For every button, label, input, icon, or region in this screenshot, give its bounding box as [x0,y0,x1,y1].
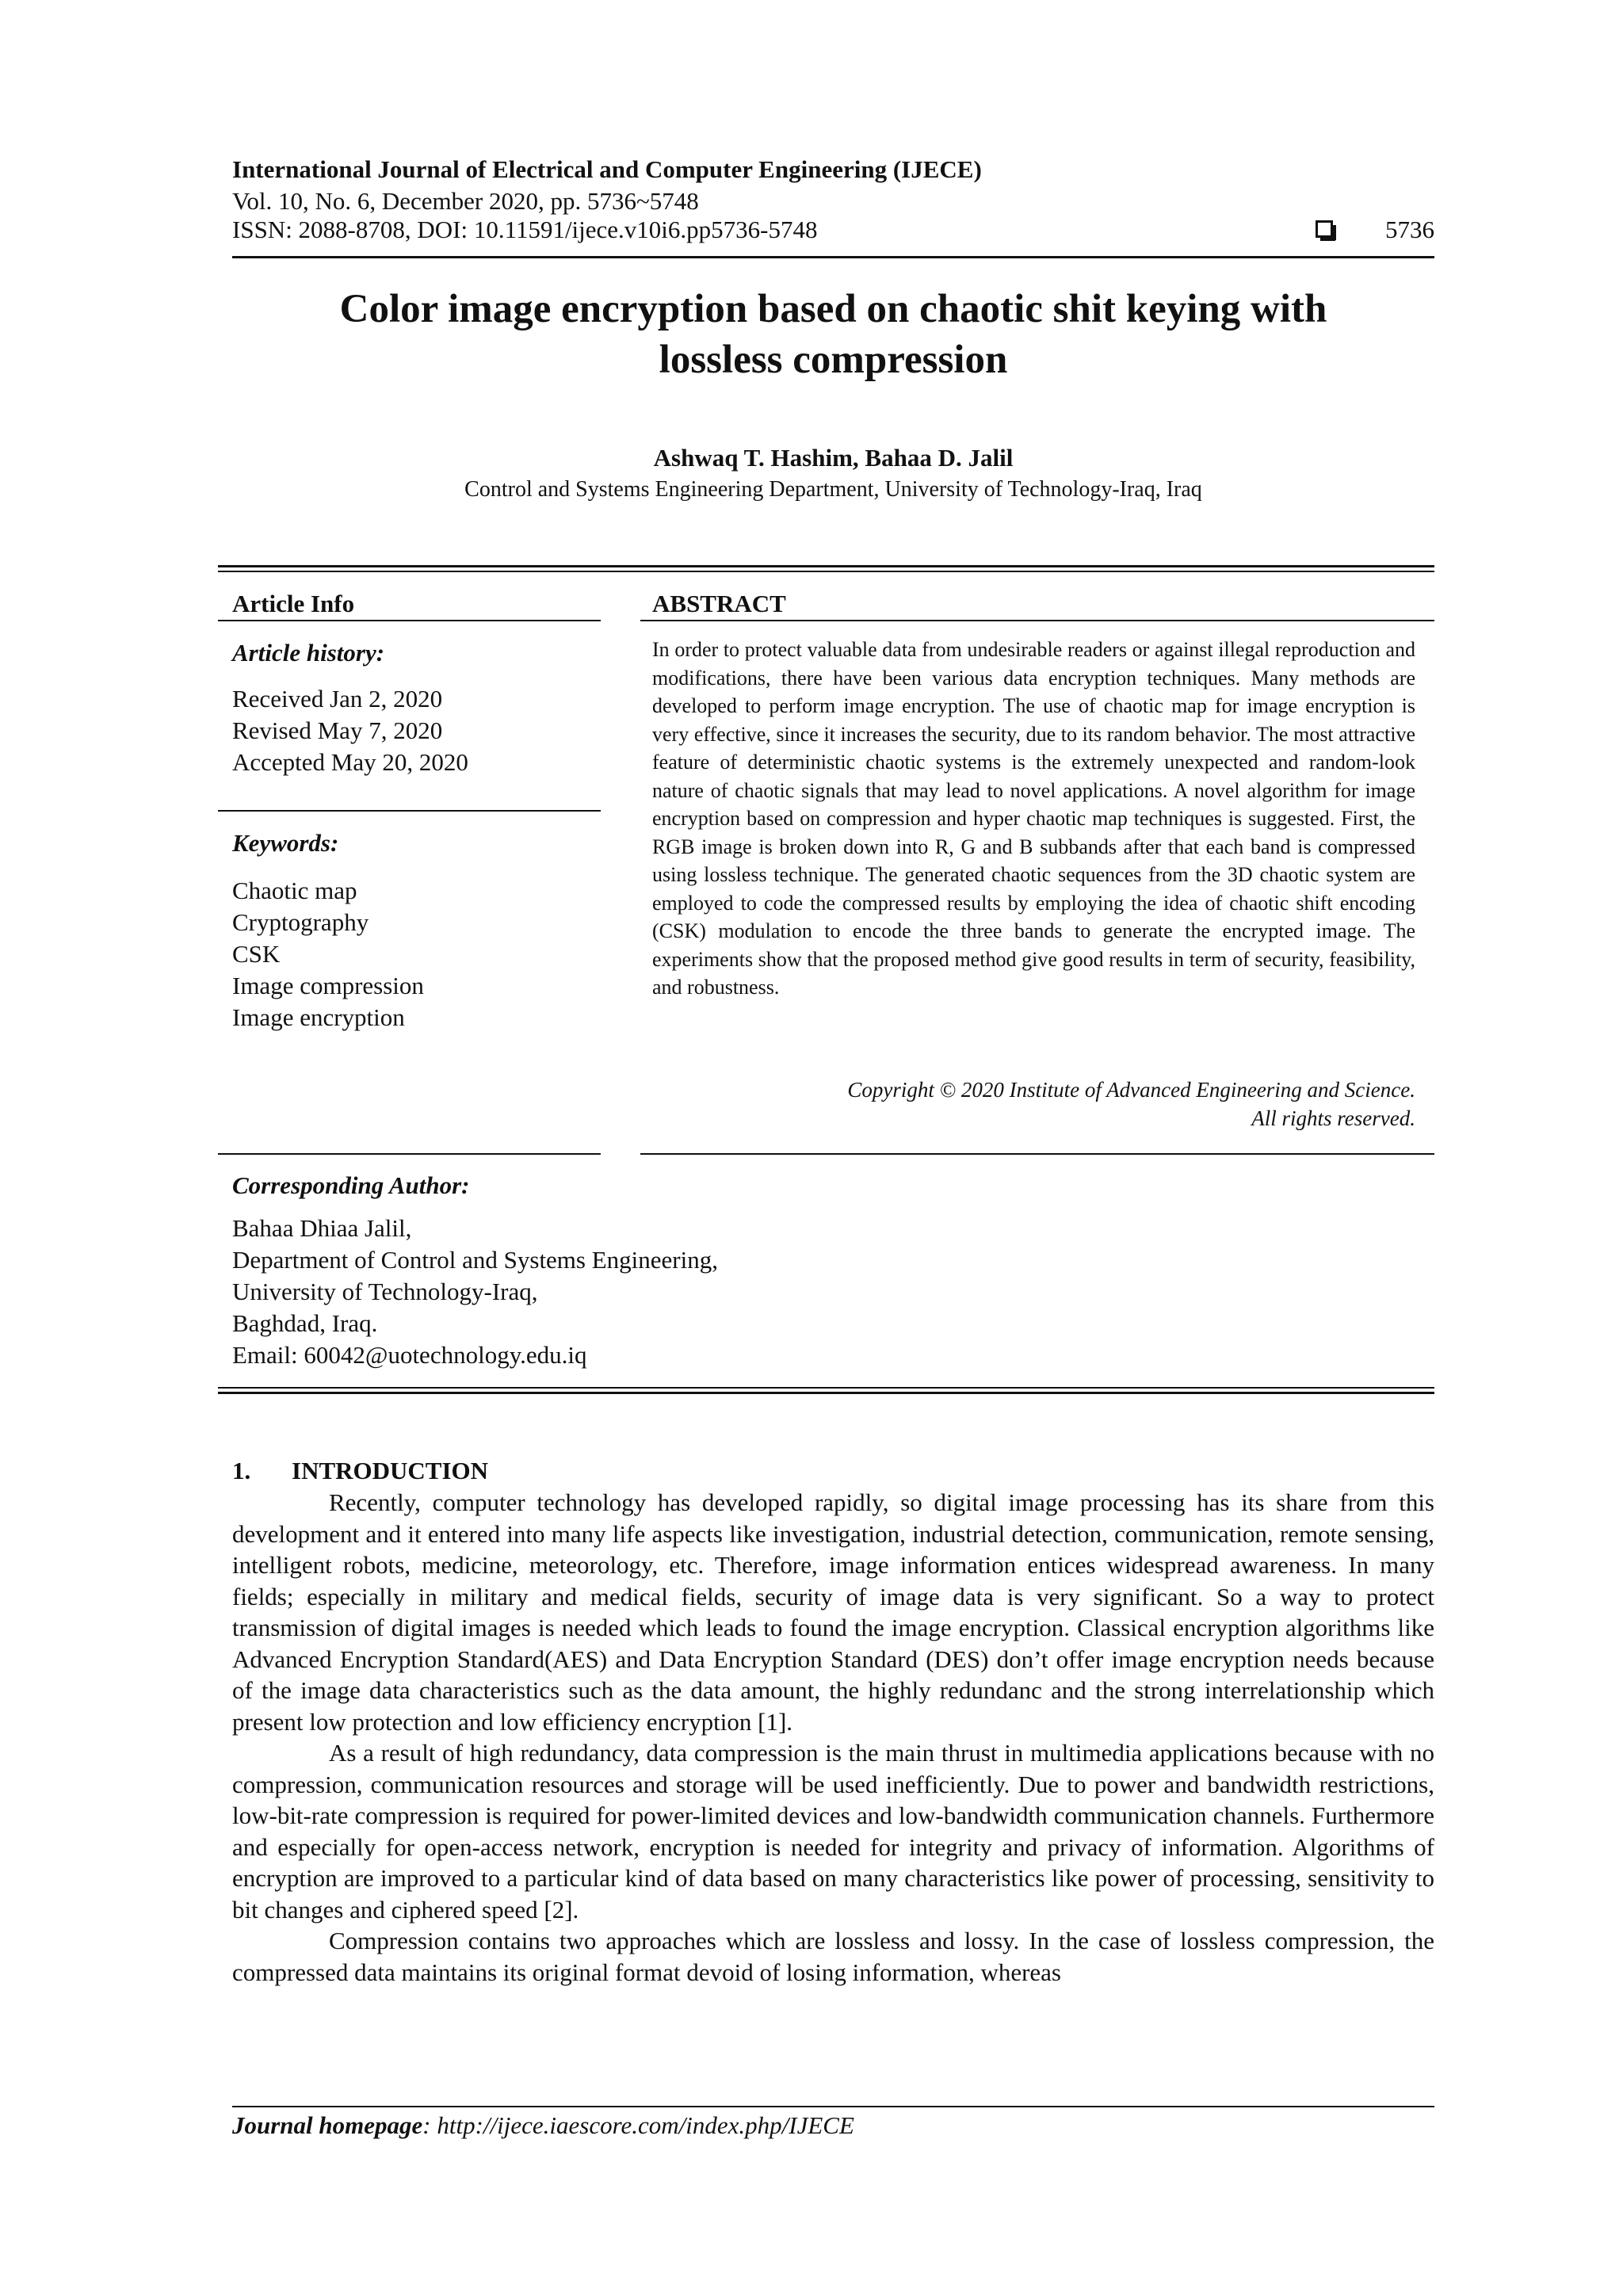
keyword-item: Image encryption [232,1003,405,1031]
abstract-text: In order to protect valuable data from undesirable readers or against illegal reproduction and modifications, there have been various data encryption techniques. Many methods are developed to perform image encryption. The use of chaotic map for image encryption is very effective, since it increases the security, due to its random behavior. The most attractive feature of deterministic chaotic systems is the extremely unexpected and random-look nature of chaotic signals that may lead to novel applications. A novel algorithm for image encryption based on compression and hyper chaotic map techniques is suggested. First, the RGB image is broken down into R, G and B subbands after that each band is compressed using lossless technique. The generated chaotic sequences from the 3D chaotic system are employed to code the compressed results by employing the idea of chaotic shift encoding (CSK) modulation to encode the three bands to generate the encrypted image. The experiments show that the proposed method give good results in term of security, feasibility, and robustness. [652,638,1415,999]
authors: Ashwaq T. Hashim, Bahaa D. Jalil [653,444,1014,472]
abstract-bottom-rule [640,1153,1434,1155]
copyright [652,1075,1415,1133]
corresponding-author-heading: Corresponding Author: [232,1171,470,1199]
abstract-heading: ABSTRACT [652,590,786,617]
info-bottom-rule [218,1387,1434,1389]
info-top-rule [218,565,1434,567]
page-number: 5736 [1385,216,1434,243]
paragraph: Recently, computer technology has developed rapidly, so digital image processing has its share from this development and it entered into many life aspects like investigation, industrial detection, communication, remote sensing, intelligent robots, medicine, meteorology, etc. Therefore, image information entices widespread awareness. In many fields; especially in military and medical fields, security of image data is very significant. So a way to protect transmission of digital images is needed which leads to found the image encryption. Classical encryption algorithms like Advanced Encryption Standard(AES) and Data Encryption Standard (DES) don’t offer image encryption needs because of the image data characteristics such as the data amount, the highly redundanc and the strong interrelationship which present low protection and low efficiency encryption [1]. [232,1488,1434,1736]
title-line-1: Color image encryption based on chaotic shit keying with [339,287,1327,331]
paper-title [232,284,1434,385]
footer-rule [232,2106,1434,2107]
abstract-rule [640,620,1434,621]
keyword-item: Cryptography [232,908,369,936]
corresponding-city: Baghdad, Iraq. [232,1309,378,1337]
footer-label: Journal homepage [232,2111,423,2139]
corresponding-author-details [232,1213,718,1371]
header-rule [232,256,1434,258]
copyright-line-1: Copyright © 2020 Institute of Advanced Engineering and Science. [847,1078,1415,1102]
article-info-heading: Article Info [232,590,355,617]
copyright-line-2: All rights reserved. [1251,1106,1415,1130]
keywords-heading: Keywords: [232,829,339,857]
section-title: INTRODUCTION [292,1457,489,1484]
keyword-item: CSK [232,940,281,968]
history-accepted: Accepted May 20, 2020 [232,748,468,776]
introduction-body [232,1487,1434,1988]
journal-issn-doi: ISSN: 2088-8708, DOI: 10.11591/ijece.v10i6.pp5736-5748 [232,216,818,243]
introduction-heading [232,1457,488,1485]
keyword-item: Chaotic map [232,877,357,904]
corresponding-department: Department of Control and Systems Engineering, [232,1246,718,1274]
title-line-2: lossless compression [659,338,1008,382]
article-history-heading: Article history: [232,639,385,667]
info-top-rule-2 [218,571,1434,572]
history-revised: Revised May 7, 2020 [232,716,443,744]
paragraph: As a result of high redundancy, data compression is the main thrust in multimedia applications because with no compression, communication resources and storage will be used inefficiently. Due to power and bandwidth restrictions, low-bit-rate compression is required for power-limited devices and low-bandwidth communication channels. Furthermore and especially for open-access network, encryption is needed for integrity and privacy of information. Algorithms of encryption are improved to a particular kind of data based on many characteristics like power of processing, sensitivity to bit changes and ciphered speed [2]. [232,1739,1434,1924]
corresponding-email: Email: 60042@uotechnology.edu.iq [232,1341,587,1369]
checkbox-square-icon [1316,220,1333,238]
footer-url[interactable]: : http://ijece.iaescore.com/index.php/IJECE [422,2111,854,2139]
corresponding-university: University of Technology-Iraq, [232,1278,538,1305]
info-bottom-rule-2 [218,1392,1434,1394]
corresponding-name: Bahaa Dhiaa Jalil, [232,1214,412,1242]
keywords-bottom-rule [218,1153,601,1155]
journal-homepage [232,2111,854,2140]
article-info-rule [218,620,601,621]
journal-name: International Journal of Electrical and Computer Engineering (IJECE) [232,155,982,183]
history-rule [218,810,601,812]
section-number: 1. [232,1457,251,1484]
affiliation: Control and Systems Engineering Department, University of Technology-Iraq, Iraq [464,477,1202,502]
history-received: Received Jan 2, 2020 [232,685,443,712]
paragraph: Compression contains two approaches which are lossless and lossy. In the case of lossless compression, the compressed data maintains its original format devoid of losing information, whereas [232,1927,1434,1986]
keyword-item: Image compression [232,972,424,999]
journal-volume: Vol. 10, No. 6, December 2020, pp. 5736~5748 [232,187,699,215]
